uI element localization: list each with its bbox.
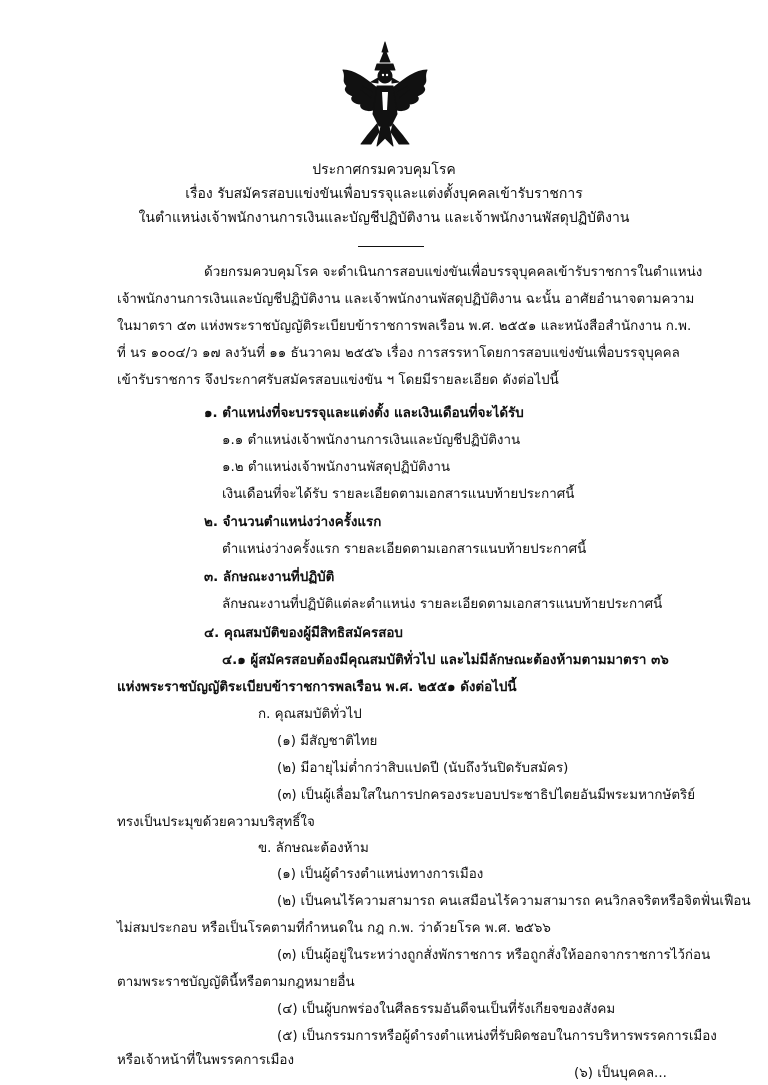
intro-line: เจ้าพนักงานการเงินและบัญชีปฏิบัติงาน และเจ้าพนักงานพัสดุปฏิบัติงาน ฉะนั้น อาศัยอำนาจตามความ <box>117 292 695 307</box>
section-1-heading: ๑. ตำแหน่งที่จะบรรจุและแต่งตั้ง และเงินเดือนที่จะได้รับ <box>204 406 524 421</box>
prohibition-item: (๔) เป็นผู้บกพร่องในศีลธรรมอันดีจนเป็นที่รังเกียจของสังคม <box>277 1002 616 1017</box>
prohibition-item-cont: ไม่สมประกอบ หรือเป็นโรคตามที่กำหนดใน กฎ ก.พ. ว่าด้วยโรค พ.ศ. ๒๕๖๖ <box>117 921 551 936</box>
section-1-item: ๑.๑ ตำแหน่งเจ้าพนักงานการเงินและบัญชีปฏิบัติงาน <box>222 433 521 448</box>
section-2-heading: ๒. จำนวนตำแหน่งว่างครั้งแรก <box>204 515 382 530</box>
announcement-position: ในตำแหน่งเจ้าพนักงานการเงินและบัญชีปฏิบัติงาน และเจ้าพนักงานพัสดุปฏิบัติงาน <box>138 210 630 226</box>
section-4-1-line: แห่งพระราชบัญญัติระเบียบข้าราชการพลเรือน พ.ศ. ๒๕๕๑ ดังต่อไปนี้ <box>117 680 517 695</box>
section-1-item: ๑.๒ ตำแหน่งเจ้าพนักงานพัสดุปฏิบัติงาน <box>222 460 451 475</box>
section-4-heading: ๔. คุณสมบัติของผู้มีสิทธิสมัครสอบ <box>204 626 403 641</box>
prohibition-item: (๓) เป็นผู้อยู่ในระหว่างถูกสั่งพักราชการ หรือถูกสั่งให้ออกจากราชการไว้ก่อน <box>277 948 711 963</box>
intro-line: ที่ นร ๑๐๐๔/ว ๑๗ ลงวันที่ ๑๑ ธันวาคม ๒๕๕๖ เรื่อง การสรรหาโดยการสอบแข่งขันเพื่อบรรจุบุคคล <box>117 346 680 361</box>
qualification-heading: ก. คุณสมบัติทั่วไป <box>258 707 362 722</box>
continued-marker: (๖) เป็นบุคคล... <box>574 1066 667 1081</box>
intro-line: ด้วยกรมควบคุมโรค จะดำเนินการสอบแข่งขันเพื่อบรรจุบุคคลเข้ารับราชการในตำแหน่ง <box>204 265 703 280</box>
prohibition-heading: ข. ลักษณะต้องห้าม <box>258 841 369 856</box>
section-2-text: ตำแหน่งว่างครั้งแรก รายละเอียดตามเอกสารแนบท้ายประกาศนี้ <box>222 542 587 557</box>
announcement-subject: เรื่อง รับสมัครสอบแข่งขันเพื่อบรรจุและแต่งตั้งบุคคลเข้ารับราชการ <box>185 186 583 202</box>
prohibition-item: (๑) เป็นผู้ดำรงตำแหน่งทางการเมือง <box>277 867 484 882</box>
prohibition-item-cont: ตามพระราชบัญญัตินี้หรือตามกฎหมายอื่น <box>117 975 355 990</box>
intro-line: ในมาตรา ๕๓ แห่งพระราชบัญญัติระเบียบข้าราชการพลเรือน พ.ศ. ๒๕๕๑ และหนังสือสำนักงาน ก.พ. <box>117 319 692 334</box>
intro-line: เข้ารับราชการ จึงประกาศรับสมัครสอบแข่งขัน ฯ โดยมีรายละเอียด ดังต่อไปนี้ <box>117 373 559 388</box>
prohibition-item: (๕) เป็นกรรมการหรือผู้ดำรงตำแหน่งที่รับผิดชอบในการบริหารพรรคการเมือง <box>277 1029 717 1044</box>
section-3-heading: ๓. ลักษณะงานที่ปฏิบัติ <box>204 570 335 585</box>
section-4-1-line: ๔.๑ ผู้สมัครสอบต้องมีคุณสมบัติทั่วไป และไม่มีลักษณะต้องห้ามตามมาตรา ๓๖ <box>222 653 669 668</box>
announcement-title: ประกาศกรมควบคุมโรค <box>312 162 456 178</box>
prohibition-item: (๒) เป็นคนไร้ความสามารถ คนเสมือนไร้ความสามารถ คนวิกลจริตหรือจิตฟั่นเฟือน <box>277 894 751 909</box>
qualification-item: (๒) มีอายุไม่ต่ำกว่าสิบแปดปี (นับถึงวันปิดรับสมัคร) <box>277 761 569 776</box>
qualification-item: (๓) เป็นผู้เลื่อมใสในการปกครองระบอบประชาธิปไตยอันมีพระมหากษัตริย์ <box>277 788 696 803</box>
qualification-item-cont: ทรงเป็นประมุขด้วยความบริสุทธิ์ใจ <box>117 815 315 830</box>
prohibition-item-cont: หรือเจ้าหน้าที่ในพรรคการเมือง <box>117 1053 294 1068</box>
section-3-text: ลักษณะงานที่ปฏิบัติแต่ละตำแหน่ง รายละเอียดตามเอกสารแนบท้ายประกาศนี้ <box>222 597 663 612</box>
qualification-item: (๑) มีสัญชาติไทย <box>277 734 378 749</box>
title-divider <box>358 246 424 247</box>
garuda-emblem-icon <box>337 40 433 150</box>
section-1-salary: เงินเดือนที่จะได้รับ รายละเอียดตามเอกสารแนบท้ายประกาศนี้ <box>222 487 575 502</box>
